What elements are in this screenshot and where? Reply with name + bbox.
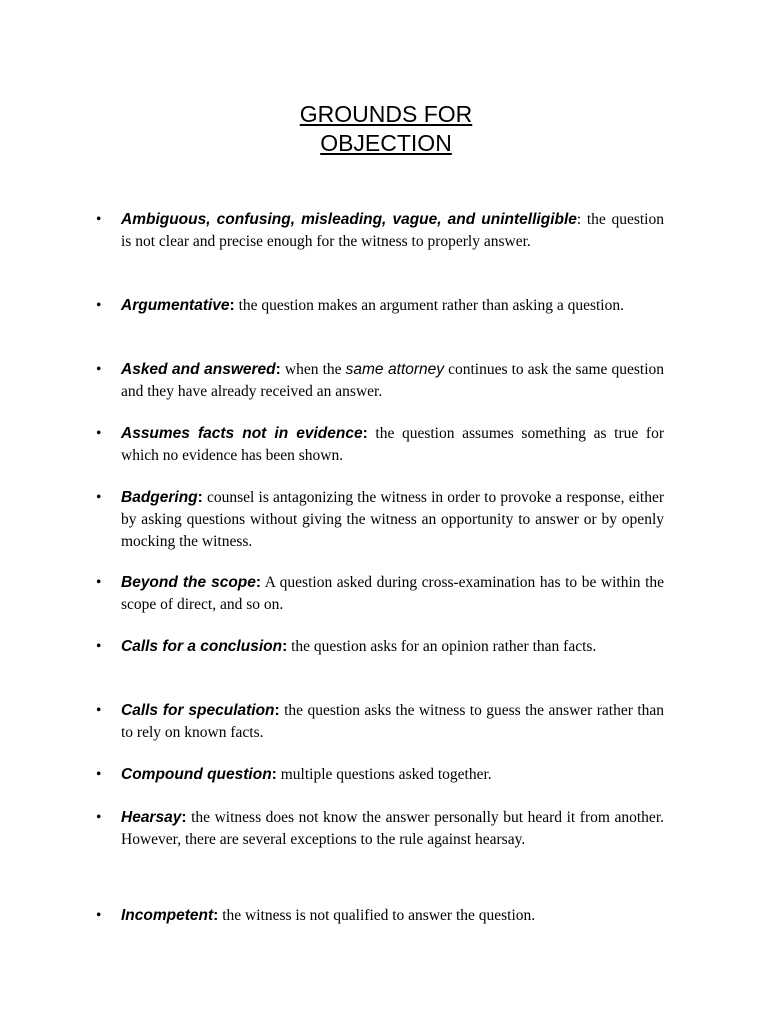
objection-definition: the question asks for an opinion rather than facts. <box>287 638 597 655</box>
bullet-icon: • <box>96 361 102 378</box>
objection-term: Argumentative <box>121 297 230 314</box>
objection-definition: the question makes an argument rather than asking a question. <box>234 297 624 314</box>
bullet-icon: • <box>96 702 102 719</box>
title-line-2: OBJECTION <box>320 130 452 156</box>
objection-term: Ambiguous, confusing, misleading, vague, and unintelligible <box>121 211 577 228</box>
term-colon: : <box>274 702 280 719</box>
objection-term: Calls for a conclusion <box>121 638 283 655</box>
objection-definition: the witness is not qualified to answer the question. <box>218 907 536 924</box>
objection-definition: the question assumes something as true for which no evidence has been shown. <box>121 425 664 464</box>
list-item <box>96 764 664 786</box>
objection-definition: the witness does not know the answer personally but heard it from another. However, there are several exceptions to the rule against hearsay. <box>121 809 664 848</box>
list-item <box>96 636 664 658</box>
objection-definition-end: continues to ask the same question and they have already received an answer. <box>121 361 665 400</box>
emphasis-text: same attorney <box>345 361 445 378</box>
bullet-icon: • <box>96 907 102 924</box>
list-item <box>96 359 665 403</box>
bullet-icon: • <box>96 425 102 442</box>
term-colon: : <box>213 907 219 924</box>
bullet-icon: • <box>96 809 102 826</box>
objection-definition-start: when the <box>280 361 346 378</box>
objection-term: Compound question <box>121 766 272 783</box>
term-colon: : <box>255 574 262 591</box>
term-colon: : <box>576 211 582 228</box>
bullet-icon: • <box>96 574 102 591</box>
objection-term: Calls for speculation <box>121 702 275 719</box>
objection-definition: A question asked during cross-examination has to be within the scope of direct, and so on. <box>121 574 665 613</box>
objection-term: Incompetent <box>121 907 214 924</box>
page-title <box>0 100 768 158</box>
list-item <box>96 295 664 317</box>
list-item <box>96 423 664 467</box>
objection-term: Hearsay <box>121 809 182 826</box>
term-colon: : <box>271 766 277 783</box>
objection-term: Beyond the scope <box>121 574 256 591</box>
term-colon: : <box>275 361 281 378</box>
term-colon: : <box>362 425 368 442</box>
list-item <box>96 209 664 253</box>
list-item <box>96 807 664 851</box>
term-colon: : <box>282 638 288 655</box>
list-item <box>96 700 664 744</box>
term-colon: : <box>197 489 203 506</box>
objection-term: Badgering <box>121 489 198 506</box>
bullet-icon: • <box>96 766 102 783</box>
list-item <box>96 905 664 927</box>
objection-definition: counsel is antagonizing the witness in order to provoke a response, either by asking questions without giving the witness an opportunity to answer or by openly mocking the witness. <box>121 489 664 550</box>
objection-term: Assumes facts not in evidence <box>121 425 363 442</box>
bullet-icon: • <box>96 297 102 314</box>
term-colon: : <box>229 297 235 314</box>
bullet-icon: • <box>96 211 102 228</box>
objection-definition: the question is not clear and precise enough for the witness to properly answer. <box>121 211 664 250</box>
term-colon: : <box>181 809 187 826</box>
objection-definition: the question asks the witness to guess the answer rather than to rely on known facts. <box>121 702 664 741</box>
list-item <box>96 487 664 553</box>
list-item <box>96 572 665 616</box>
title-line-1: GROUNDS FOR <box>299 101 473 127</box>
objection-term: Asked and answered <box>121 361 276 378</box>
objection-definition: multiple questions asked together. <box>276 766 492 783</box>
bullet-icon: • <box>96 489 102 506</box>
bullet-icon: • <box>96 638 102 655</box>
